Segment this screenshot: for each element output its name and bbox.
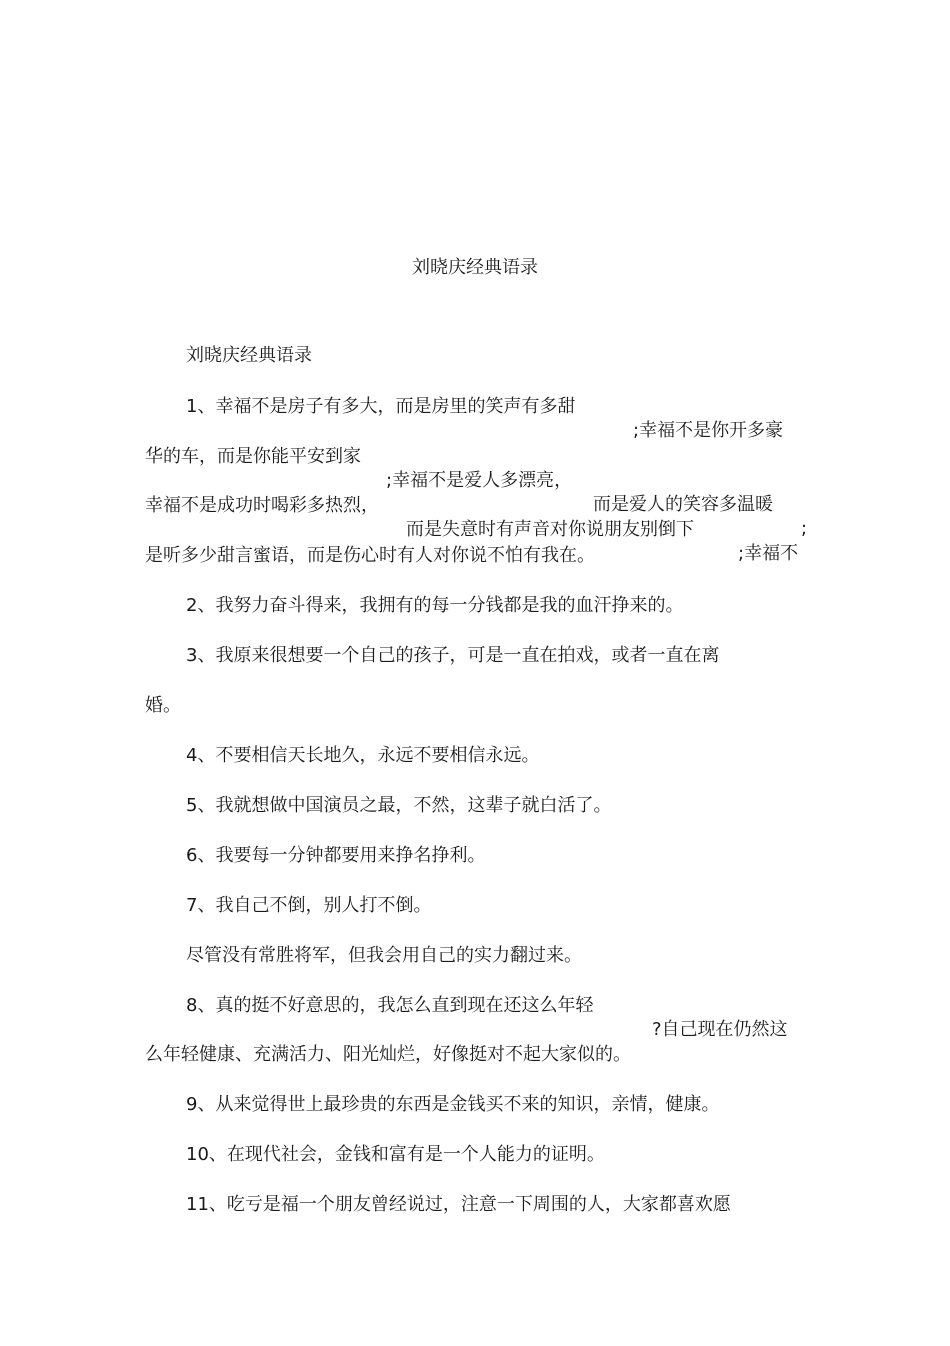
text-segment: 10、在现代社会，金钱和富有是一个人能力的证明。 (186, 1144, 605, 1165)
text-segment: 8、真的挺不好意思的，我怎么直到现在还这么年轻 (186, 995, 594, 1016)
text-segment: 是听多少甜言蜜语，而是伤心时有人对你说不怕有我在。 (145, 545, 595, 566)
text-segment: 婚。 (145, 695, 181, 716)
document-title: 刘晓庆经典语录 (412, 257, 538, 278)
text-segment: ;幸福不是你开多豪 (633, 420, 784, 441)
text-segment: 11、吃亏是福一个朋友曾经说过，注意一下周围的人，大家都喜欢愿 (186, 1194, 731, 1215)
text-segment: 6、我要每一分钟都要用来挣名挣利。 (186, 845, 486, 866)
text-segment: 华的车，而是你能平安到家 (145, 446, 361, 467)
subtitle-text: 刘晓庆经典语录 (186, 345, 312, 366)
text-segment: 7、我自己不倒，别人打不倒。 (186, 895, 432, 916)
text-segment: 9、从来觉得世上最珍贵的东西是金钱买不来的知识，亲情，健康。 (186, 1094, 720, 1115)
text-segment: 4、不要相信天长地久，永远不要相信永远。 (186, 745, 540, 766)
text-segment: 幸福不是成功时喝彩多热烈， (145, 495, 379, 516)
text-segment: ;幸福不是爱人多漂亮， (386, 470, 573, 491)
text-segment: ;幸福不 (738, 543, 799, 564)
text-segment: 3、我原来很想要一个自己的孩子，可是一直在拍戏，或者一直在离 (186, 645, 720, 666)
text-segment: 5、我就想做中国演员之最，不然，这辈子就白活了。 (186, 795, 612, 816)
text-segment: ; (801, 518, 808, 539)
paragraph-line (0, 1169, 950, 1241)
text-segment: 2、我努力奋斗得来，我拥有的每一分钱都是我的血汗挣来的。 (186, 595, 684, 616)
text-segment: ?自己现在仍然这 (652, 1019, 788, 1040)
text-segment: 1、幸福不是房子有多大，而是房里的笑声有多甜 (186, 396, 576, 417)
text-segment: 而是失意时有声音对你说朋友别倒下 (406, 519, 694, 540)
text-segment: 么年轻健康、充满活力、阳光灿烂，好像挺对不起大家似的。 (145, 1044, 631, 1065)
text-segment: 尽管没有常胜将军，但我会用自己的实力翻过来。 (186, 945, 582, 966)
text-segment: 而是爱人的笑容多温暖 (593, 494, 773, 515)
